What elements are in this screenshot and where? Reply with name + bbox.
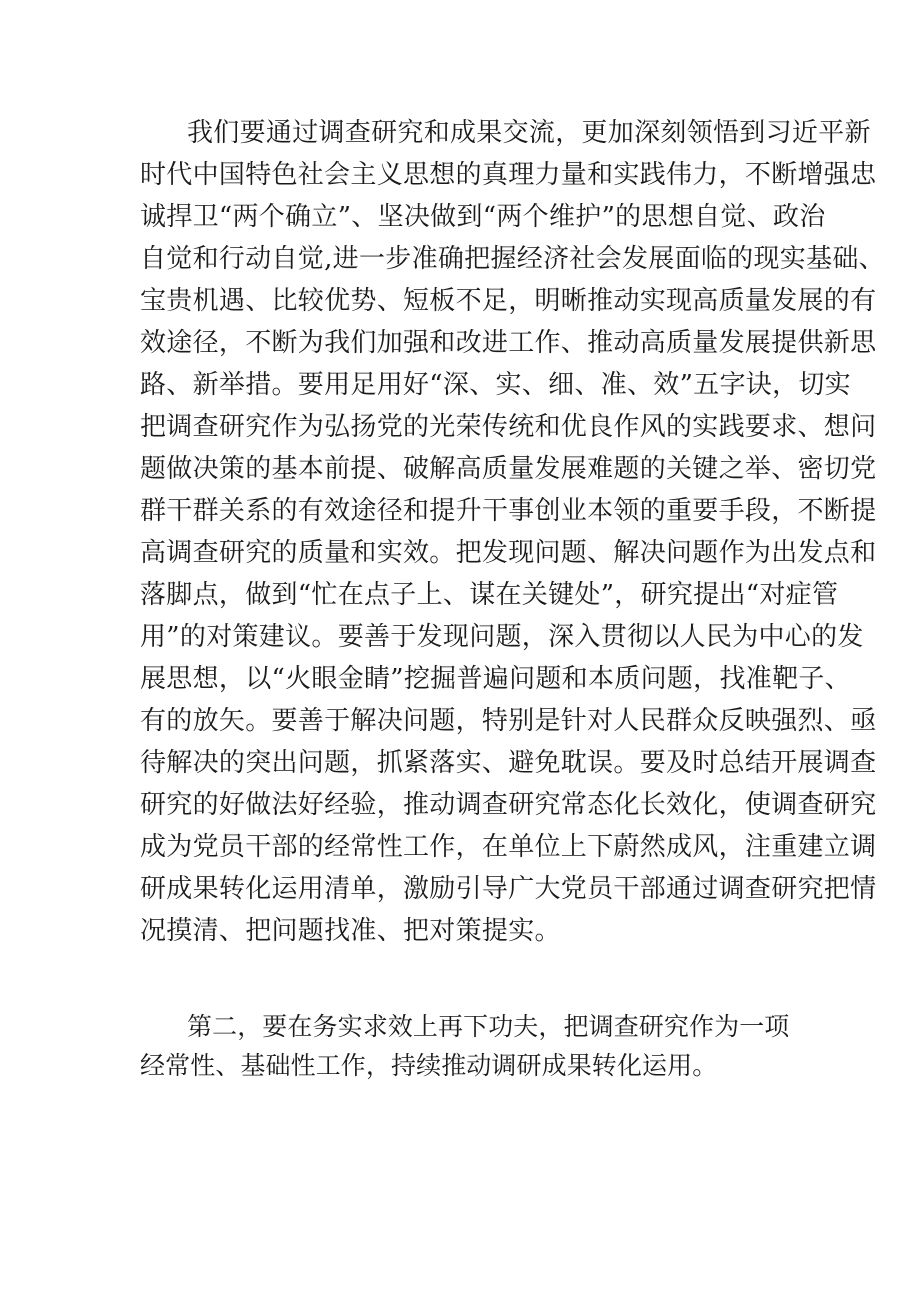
paragraph-line: 研究的好做法好经验，推动调查研究常态化长效化，使调查研究 [140,790,877,820]
paragraph-line: 题做决策的基本前提、破解高质量发展难题的关键之举、密切党 [140,454,877,484]
paragraph-line: 时代中国特色社会主义思想的真理力量和实践伟力，不断增强忠 [140,160,877,190]
paragraph-line: 研成果转化运用清单，激励引导广大党员干部通过调查研究把情 [140,874,877,904]
paragraph-line: 成为党员干部的经常性工作，在单位上下蔚然成风，注重建立调 [140,832,877,862]
paragraph-line: 落脚点，做到“忙在点子上、谋在关键处”，研究提出“对症管 [140,580,839,610]
paragraph-line: 效途径，不断为我们加强和改进工作、推动高质量发展提供新思 [140,328,877,358]
paragraph-line: 把调查研究作为弘扬党的光荣传统和优良作风的实践要求、想问 [140,412,877,442]
paragraph-line: 有的放矢。要善于解决问题，特别是针对人民群众反映强烈、亟 [140,706,877,736]
paragraph-line: 第二，要在务实求效上再下功夫，把调查研究作为一项 [187,1012,790,1041]
paragraph-line: 经常性、基础性工作，持续推动调研成果转化运用。 [140,1051,718,1080]
paragraph-line: 诚捍卫“两个确立”、坚决做到“两个维护”的思想自觉、政治 [140,202,826,232]
paragraph-line: 我们要通过调查研究和成果交流，更加深刻领悟到习近平新 [187,118,871,148]
paragraph-line: 用”的对策建议。要善于发现问题，深入贯彻以人民为中心的发 [140,622,864,652]
paragraph-line: 群干群关系的有效途径和提升干事创业本领的重要手段，不断提 [140,496,877,526]
paragraph-line: 高调查研究的质量和实效。把发现问题、解决问题作为出发点和 [140,538,877,568]
paragraph-line: 路、新举措。要用足用好“深、实、细、准、效”五字诀，切实 [140,370,851,400]
paragraph-line: 宝贵机遇、比较优势、短板不足，明晰推动实现高质量发展的有 [140,286,877,316]
paragraph-line: 展思想，以“火眼金睛”挖掘普遍问题和本质问题，找准靶子、 [140,664,851,694]
paragraph-line: 自觉和行动自觉,进一步准确把握经济社会发展面临的现实基础、 [140,244,885,274]
paragraph-line: 待解决的突出问题，抓紧落实、避免耽误。要及时总结开展调查 [140,748,877,778]
paragraph-line: 况摸清、把问题找准、把对策提实。 [140,916,561,946]
